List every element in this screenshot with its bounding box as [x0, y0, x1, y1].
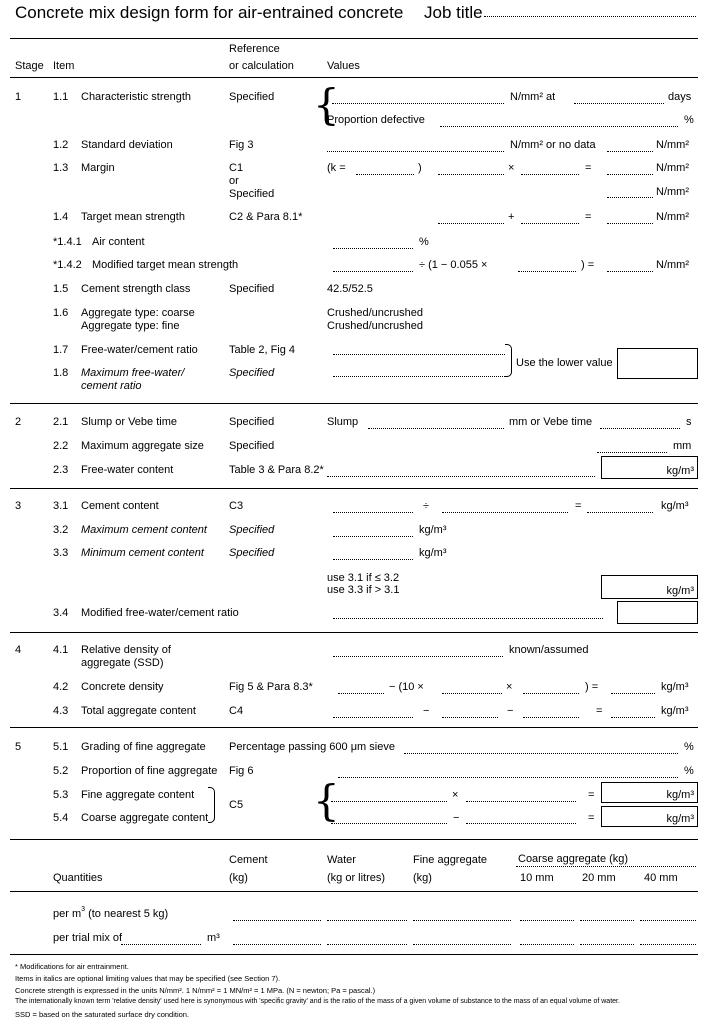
unit-at: N/mm² at	[510, 91, 556, 103]
unit-pct: %	[684, 765, 694, 777]
mtms-tms-field[interactable]	[333, 271, 413, 272]
known-assumed[interactable]: known/assumed	[509, 644, 589, 656]
density-a-field[interactable]	[338, 693, 384, 694]
item-number: 3.3	[53, 547, 69, 559]
item-label: Modified target mean strength	[92, 259, 239, 271]
qty-fine-unit: (kg)	[413, 872, 432, 884]
right-brace	[208, 787, 215, 823]
item-number: 3.1	[53, 500, 69, 512]
per-m3-c40[interactable]	[640, 920, 696, 921]
item-reference: Percentage passing 600 μm sieve	[229, 741, 395, 753]
item-reference: Table 3 & Para 8.2*	[229, 464, 324, 476]
qty-water-unit: (kg or litres)	[327, 872, 386, 884]
per-m3-c20[interactable]	[580, 920, 634, 921]
cement-wc-field[interactable]	[442, 512, 568, 513]
item-number: 5.1	[53, 741, 69, 753]
item-label: Proportion of fine aggregate	[81, 765, 218, 777]
times-sign: ×	[506, 681, 513, 693]
item-number: 1.5	[53, 283, 69, 295]
item-label: Fine aggregate content	[81, 789, 195, 801]
item-number: 5.2	[53, 765, 69, 777]
item-label: Characteristic strength	[81, 91, 192, 103]
wc-ratio-field[interactable]	[333, 354, 505, 355]
unit-kgm3: kg/m³	[666, 585, 694, 597]
unit-kgm3: kg/m³	[666, 813, 694, 825]
footnote: Concrete strength is expressed in the units N/mm². 1 N/mm² = 1 MN/m² = 1 MPa. (N = newton; Pa = pascal.)	[15, 986, 376, 995]
qty-fine: Fine aggregate	[413, 854, 487, 866]
trial-water[interactable]	[327, 944, 407, 945]
item-number: 4.3	[53, 705, 69, 717]
item-label: aggregate (SSD)	[81, 657, 164, 669]
mtms-air-field[interactable]	[518, 271, 576, 272]
qty-cement: Cement	[229, 854, 268, 866]
item-label: Coarse aggregate content	[81, 812, 209, 824]
density-b-field[interactable]	[442, 693, 502, 694]
proportion-defective-label: Proportion defective	[327, 114, 425, 126]
qty-coarse: Coarse aggregate (kg)	[518, 853, 629, 865]
total-agg-b-field[interactable]	[442, 717, 498, 718]
item-reference: Fig 3	[229, 139, 254, 151]
times-sign: ×	[452, 789, 459, 801]
item-number: 1.6	[53, 307, 69, 319]
item-number: 3.4	[53, 607, 69, 619]
item-label: Modified free-water/cement ratio	[81, 607, 239, 619]
unit-kgm3: kg/m³	[666, 465, 694, 477]
unit-kgm3: kg/m³	[661, 500, 689, 512]
item-label: Grading of fine aggregate	[81, 741, 206, 753]
item-number: 1.8	[53, 367, 69, 379]
max-agg-size-field[interactable]	[597, 452, 667, 453]
unit-kgm3: kg/m³	[419, 547, 447, 559]
form-title: Concrete mix design form for air-entrained concrete	[15, 3, 404, 22]
vebe-label: mm or Vebe time	[509, 416, 593, 428]
item-number: 1.4	[53, 211, 69, 223]
equals-sign: =	[588, 789, 595, 801]
item-number: 2.3	[53, 464, 69, 476]
trial-cement[interactable]	[233, 944, 321, 945]
fine-agg-b-field[interactable]	[466, 801, 576, 802]
unit-pct: %	[684, 741, 694, 753]
item-reference: C4	[229, 705, 244, 717]
right-brace	[505, 344, 512, 377]
divider	[10, 839, 698, 840]
close-expression: ) =	[581, 259, 595, 271]
use-rule-1: use 3.1 if ≤ 3.2	[327, 572, 400, 584]
col-reference: Reference	[229, 43, 280, 55]
use-rule-2: use 3.3 if > 3.1	[327, 584, 400, 596]
total-agg-result-field[interactable]	[611, 717, 655, 718]
density-c-field[interactable]	[523, 693, 579, 694]
unit-nmm2: N/mm²	[656, 259, 689, 271]
wc-ratio-result-box[interactable]	[617, 348, 698, 379]
qty-per-trial: per trial mix of	[53, 932, 123, 944]
char-strength-field[interactable]	[332, 103, 504, 104]
item-reference: C2 & Para 8.1*	[229, 211, 303, 223]
item-reference: Specified	[229, 440, 275, 452]
margin-result-field[interactable]	[607, 174, 653, 175]
divider	[10, 954, 698, 955]
item-label: Target mean strength	[81, 211, 185, 223]
air-content-field[interactable]	[333, 248, 413, 249]
item-label: Air content	[92, 236, 145, 248]
proportion-defective-field[interactable]	[440, 126, 678, 127]
tms-result-field[interactable]	[607, 223, 653, 224]
item-reference: Specified	[229, 91, 275, 103]
item-reference: Specified	[229, 547, 275, 559]
divider	[10, 891, 698, 892]
trial-c40[interactable]	[640, 944, 696, 945]
days-field[interactable]	[574, 103, 664, 104]
equals-sign: =	[585, 162, 592, 174]
modified-wc-box[interactable]	[617, 601, 698, 624]
modified-wc-field[interactable]	[333, 618, 603, 619]
item-label: Standard deviation	[81, 139, 173, 151]
divider	[10, 632, 698, 633]
divider	[10, 403, 698, 404]
item-reference: Table 2, Fig 4	[229, 344, 296, 356]
equals-sign: =	[585, 211, 592, 223]
unit-pct: %	[684, 114, 694, 126]
qty-coarse-rule	[516, 866, 696, 867]
footnote: * Modifications for air entrainment.	[15, 962, 129, 971]
qty-label: Quantities	[53, 872, 103, 884]
divide-sign: ÷	[423, 500, 430, 512]
job-title-field[interactable]	[484, 16, 696, 17]
item-label: Cement strength class	[81, 283, 191, 295]
equals-sign: =	[588, 812, 595, 824]
item-reference-or: or	[229, 175, 239, 187]
unit-days: days	[668, 91, 692, 103]
coarse-agg-box[interactable]	[601, 806, 698, 827]
item-number: 5.4	[53, 812, 69, 824]
item-reference: Specified	[229, 416, 275, 428]
item-label: Total aggregate content	[81, 705, 196, 717]
minus-sign: −	[453, 812, 460, 824]
item-number: 4.1	[53, 644, 69, 656]
item-number: 3.2	[53, 524, 69, 536]
item-reference: Specified	[229, 367, 275, 379]
col-stage: Stage	[15, 60, 44, 72]
footnote: SSD = based on the saturated surface dry condition.	[15, 1010, 190, 1019]
total-agg-c-field[interactable]	[523, 717, 579, 718]
trial-fine[interactable]	[413, 944, 511, 945]
cement-result-field[interactable]	[587, 512, 653, 513]
item-label: Free-water/cement ratio	[81, 344, 198, 356]
item-label: Margin	[81, 162, 115, 174]
unit-nmm2: N/mm²	[656, 186, 689, 198]
margin-k-field[interactable]	[521, 174, 579, 175]
coarse-agg-a-field[interactable]	[331, 823, 447, 824]
col-reference-2: or calculation	[229, 60, 294, 72]
k-close: )	[418, 162, 422, 174]
cement-water-field[interactable]	[333, 512, 413, 513]
slump-label: Slump	[327, 416, 359, 428]
item-reference: Fig 6	[229, 765, 254, 777]
item-reference: Specified	[229, 283, 275, 295]
item-number: *1.4.2	[53, 259, 82, 271]
qty-coarse-20: 20 mm	[582, 872, 616, 884]
per-m3-c10[interactable]	[520, 920, 574, 921]
qty-coarse-10: 10 mm	[520, 872, 554, 884]
cement-class-value: 42.5/52.5	[327, 283, 373, 295]
item-label: Slump or Vebe time	[81, 416, 177, 428]
item-label: Maximum aggregate size	[81, 440, 204, 452]
plus-sign: +	[508, 211, 515, 223]
unit-nmm2: N/mm²	[656, 139, 689, 151]
margin-specified-field[interactable]	[607, 197, 653, 198]
qty-cement-unit: (kg)	[229, 872, 248, 884]
unit-nmm2: N/mm²	[656, 162, 689, 174]
minus-sign: −	[507, 705, 514, 717]
free-water-box[interactable]	[601, 456, 698, 479]
stage-5-number: 5	[15, 741, 22, 753]
stage-2-number: 2	[15, 416, 22, 428]
unit-pct: %	[419, 236, 429, 248]
item-label: cement ratio	[81, 380, 142, 392]
item-reference: C3	[229, 500, 244, 512]
minus-sign: −	[423, 705, 430, 717]
fine-agg-a-field[interactable]	[331, 801, 447, 802]
item-number: 4.2	[53, 681, 69, 693]
left-brace: {	[313, 776, 340, 825]
trial-volume-field[interactable]	[121, 944, 201, 945]
trial-c10[interactable]	[520, 944, 574, 945]
std-dev-field[interactable]	[327, 151, 504, 152]
vebe-field[interactable]	[600, 428, 680, 429]
item-reference-alt: Specified	[229, 188, 275, 200]
std-dev-value-field[interactable]	[607, 151, 653, 152]
per-m3-cement[interactable]	[233, 920, 321, 921]
item-label: Concrete density	[81, 681, 164, 693]
qty-coarse-40: 40 mm	[644, 872, 678, 884]
divider	[10, 77, 698, 78]
use-lower-label: Use the lower value	[516, 357, 613, 369]
minus-expression: − (10 ×	[389, 681, 424, 693]
per-m3-water[interactable]	[327, 920, 407, 921]
divider	[10, 727, 698, 728]
unit-kgm3: kg/m³	[661, 681, 689, 693]
item-reference: Fig 5 & Para 8.3*	[229, 681, 313, 693]
density-result-field[interactable]	[611, 693, 655, 694]
free-water-field[interactable]	[327, 476, 595, 477]
close-expression: ) =	[585, 681, 599, 693]
item-label: Aggregate type: fine	[81, 320, 180, 332]
item-reference: Specified	[229, 524, 275, 536]
per-m3-fine[interactable]	[413, 920, 511, 921]
k-field[interactable]	[356, 174, 414, 175]
item-label: Free-water content	[81, 464, 174, 476]
stage-4-number: 4	[15, 644, 22, 656]
fine-type-value[interactable]: Crushed/uncrushed	[327, 320, 424, 332]
item-number: 5.3	[53, 789, 69, 801]
footnote: The internationally known term 'relative density' used here is synonymous with 'specific gravity' and is the ratio of the mass of a given volume of substance to the mass of an equal volume of water.	[15, 998, 620, 1005]
item-label: Aggregate type: coarse	[81, 307, 195, 319]
item-number: 1.7	[53, 344, 69, 356]
item-number: 2.2	[53, 440, 69, 452]
relative-density-field[interactable]	[333, 656, 503, 657]
stage-3-number: 3	[15, 500, 22, 512]
trial-c20[interactable]	[580, 944, 634, 945]
item-number: 2.1	[53, 416, 69, 428]
unit-no-data: N/mm² or no data	[510, 139, 596, 151]
item-reference: C5	[229, 799, 244, 811]
max-wc-ratio-field[interactable]	[333, 376, 505, 377]
qty-water: Water	[327, 854, 356, 866]
stage-1-number: 1	[15, 91, 22, 103]
left-brace: {	[313, 80, 340, 129]
margin-sd-field[interactable]	[438, 174, 504, 175]
coarse-type-value[interactable]: Crushed/uncrushed	[327, 307, 424, 319]
item-number: 1.1	[53, 91, 69, 103]
unit-nmm2: N/mm²	[656, 211, 689, 223]
unit-kgm3: kg/m³	[419, 524, 447, 536]
fine-proportion-field[interactable]	[338, 777, 678, 778]
divider	[10, 488, 698, 489]
col-values: Values	[327, 60, 360, 72]
divide-expression: ÷ (1 − 0.055 ×	[419, 259, 488, 271]
unit-s: s	[686, 416, 692, 428]
item-label: Maximum free-water/	[81, 367, 185, 379]
item-number: 1.2	[53, 139, 69, 151]
item-reference: C1	[229, 162, 244, 174]
qty-per-m3: per $m^3$ (to nearest 5 kg)	[53, 906, 169, 920]
item-number: 1.3	[53, 162, 69, 174]
total-agg-a-field[interactable]	[333, 717, 413, 718]
divider	[10, 38, 698, 39]
col-item: Item	[53, 60, 75, 72]
item-label: Relative density of	[81, 644, 171, 656]
qty-trial-unit: m³	[207, 932, 220, 944]
k-label: (k =	[327, 162, 346, 174]
unit-kgm3: kg/m³	[661, 705, 689, 717]
item-number: *1.4.1	[53, 236, 82, 248]
grading-field[interactable]	[404, 753, 678, 754]
coarse-agg-b-field[interactable]	[466, 823, 576, 824]
max-cement-field[interactable]	[333, 536, 413, 537]
equals-sign: =	[596, 705, 603, 717]
fine-agg-box[interactable]	[601, 782, 698, 803]
item-label: Cement content	[81, 500, 159, 512]
mtms-result-field[interactable]	[607, 271, 653, 272]
unit-mm: mm	[673, 440, 692, 452]
equals-sign: =	[575, 500, 582, 512]
times-sign: ×	[508, 162, 515, 174]
tms-char-field[interactable]	[438, 223, 504, 224]
tms-margin-field[interactable]	[521, 223, 579, 224]
slump-field[interactable]	[368, 428, 504, 429]
job-title-label: Job title	[424, 3, 483, 22]
min-cement-field[interactable]	[333, 559, 413, 560]
item-label: Minimum cement content	[81, 547, 204, 559]
unit-kgm3: kg/m³	[666, 789, 694, 801]
cement-content-box[interactable]	[601, 575, 698, 599]
item-label: Maximum cement content	[81, 524, 207, 536]
footnote: Items in italics are optional limiting values that may be specified (see Section 7).	[15, 974, 281, 983]
